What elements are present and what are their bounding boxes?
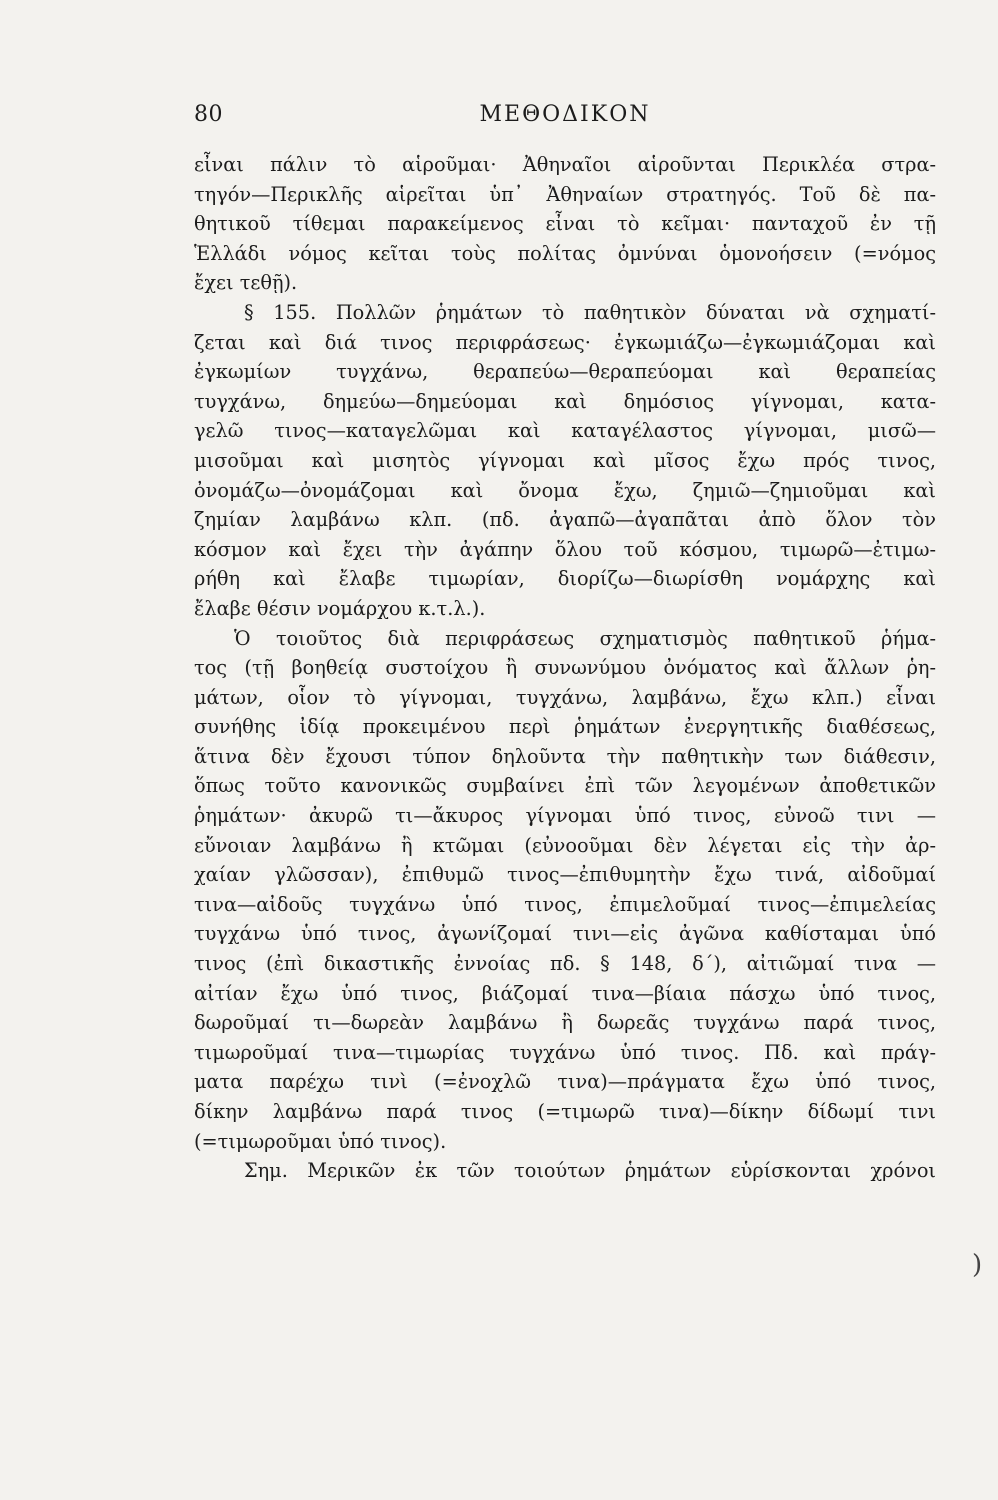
- text-line: ὀνομάζω—ὀνομάζομαι καὶ ὄνομα ἔχω, ζημιῶ—ζημιοῦμαι καὶ: [194, 478, 936, 502]
- text-line: τυγχάνω, δημεύω—δημεύομαι καὶ δημόσιος γίγνομαι, κατα-: [194, 389, 936, 413]
- text-line: εἶναι πάλιν τὸ αἱροῦμαι· Ἀθηναῖοι αἱροῦνται Περικλέα στρα-: [194, 153, 936, 176]
- text-line: ζεται καὶ διά τινος περιφράσεως· ἐγκωμιάζω—ἐγκωμιάζομαι καὶ: [194, 330, 936, 354]
- text-line: τυγχάνω ὑπό τινος, ἀγωνίζομαί τινι—εἰς ἀγῶνα καθίσταμαι ὑπό: [194, 922, 936, 946]
- page-header: [194, 102, 936, 142]
- text-line: τος (τῇ βοηθείᾳ συστοίχου ἢ συνωνύμου ὀνόματος καὶ ἄλλων ῥη-: [194, 656, 936, 680]
- text-line: δωροῦμαί τι—δωρεὰν λαμβάνω ἢ δωρεᾶς τυγχάνω παρά τινος,: [194, 1011, 936, 1035]
- text-line: τιμωροῦμαί τινα—τιμωρίας τυγχάνω ὑπό τινος. Πδ. καὶ πράγ-: [194, 1040, 936, 1064]
- text-line: εὔνοιαν λαμβάνω ἢ κτῶμαι (εὐνοοῦμαι δὲν λέγεται εἰς τὴν ἀρ-: [194, 833, 936, 857]
- text-line: θητικοῦ τίθεμαι παρακείμενος εἶναι τὸ κεῖμαι· πανταχοῦ ἐν τῇ: [194, 212, 936, 236]
- text-line: μισοῦμαι καὶ μισητὸς γίγνομαι καὶ μῖσος ἔχω πρός τινος,: [194, 448, 936, 472]
- text-line: ἔλαβε θέσιν νομάρχου κ.τ.λ.).: [194, 596, 486, 620]
- text-line: κόσμον καὶ ἔχει τὴν ἀγάπην ὅλου τοῦ κόσμου, τιμωρῶ—ἐτιμω-: [194, 537, 936, 561]
- text-line: ζημίαν λαμβάνω κλπ. (πδ. ἀγαπῶ—ἀγαπᾶται ἀπὸ ὅλον τὸν: [194, 508, 936, 532]
- text-line: ρήθη καὶ ἔλαβε τιμωρίαν, διορίζω—διωρίσθη νομάρχης καὶ: [194, 567, 936, 591]
- text-line: ῥημάτων· ἀκυρῶ τι—ἄκυρος γίγνομαι ὑπό τινος, εὐνοῶ τινι —: [194, 804, 936, 828]
- note-line: Σημ. Μερικῶν ἐκ τῶν τοιούτων ῥημάτων εὑρίσκονται χρόνοι: [244, 1159, 936, 1183]
- section-heading-line: § 155. Πολλῶν ῥημάτων τὸ παθητικὸν δύναται νὰ σχηματί-: [244, 300, 936, 324]
- text-line: αἰτίαν ἔχω ὑπό τινος, βιάζομαί τινα—βίαια πάσχω ὑπό τινος,: [194, 981, 936, 1005]
- text-line: ὅπως τοῦτο κανονικῶς συμβαίνει ἐπὶ τῶν λεγομένων ἀποθετικῶν: [194, 774, 936, 798]
- body-text: [194, 150, 936, 1186]
- text-line: τινα—αἰδοῦς τυγχάνω ὑπό τινος, ἐπιμελοῦμαί τινος—ἐπιμελείας: [194, 892, 936, 916]
- text-line: ἅτινα δὲν ἔχουσι τύπον δηλοῦντα τὴν παθητικὴν των διάθεσιν,: [194, 744, 936, 768]
- text-line: συνήθης ἰδίᾳ προκειμένου περὶ ῥημάτων ἐνεργητικῆς διαθέσεως,: [194, 715, 936, 739]
- text-line: μάτων, οἷον τὸ γίγνομαι, τυγχάνω, λαμβάνω, ἔχω κλπ.) εἶναι: [194, 685, 936, 709]
- text-line: χαίαν γλῶσσαν), ἐπιθυμῶ τινος—ἐπιθυμητὴν ἔχω τινά, αἰδοῦμαί: [194, 863, 936, 887]
- text-line: δίκην λαμβάνω παρά τινος (=τιμωρῶ τινα)—δίκην δίδωμί τινι: [194, 1100, 936, 1123]
- running-title: ΜΕΘΟΔΙΚΟΝ: [479, 102, 651, 127]
- paragraph-start-line: Ὁ τοιοῦτος διὰ περιφράσεως σχηματισμὸς παθητικοῦ ῥήμα-: [234, 626, 936, 650]
- margin-bracket-mark: ): [972, 1250, 983, 1280]
- text-line: τηγόν—Περικλῆς αἱρεῖται ὑπ᾽ Ἀθηναίων στρατηγός. Τοῦ δὲ πα-: [194, 182, 936, 206]
- page-number: 80: [194, 102, 223, 127]
- text-line: γελῶ τινος—καταγελῶμαι καὶ καταγέλαστος γίγνομαι, μισῶ—: [194, 419, 936, 443]
- text-line: ἔχει τεθῇ).: [194, 271, 298, 295]
- text-line: Ἑλλάδι νόμος κεῖται τοὺς πολίτας ὀμνύναι ὁμονοήσειν (=νόμος: [194, 241, 936, 265]
- text-line: τινος (ἐπὶ δικαστικῆς ἐννοίας πδ. § 148, δ´), αἰτιῶμαί τινα —: [194, 952, 936, 976]
- text-line: (=τιμωροῦμαι ὑπό τινος).: [194, 1129, 447, 1153]
- text-line: ἐγκωμίων τυγχάνω, θεραπεύω—θεραπεύομαι καὶ θεραπείας: [194, 360, 936, 384]
- text-line: ματα παρέχω τινὶ (=ἐνοχλῶ τινα)—πράγματα ἔχω ὑπό τινος,: [194, 1070, 936, 1094]
